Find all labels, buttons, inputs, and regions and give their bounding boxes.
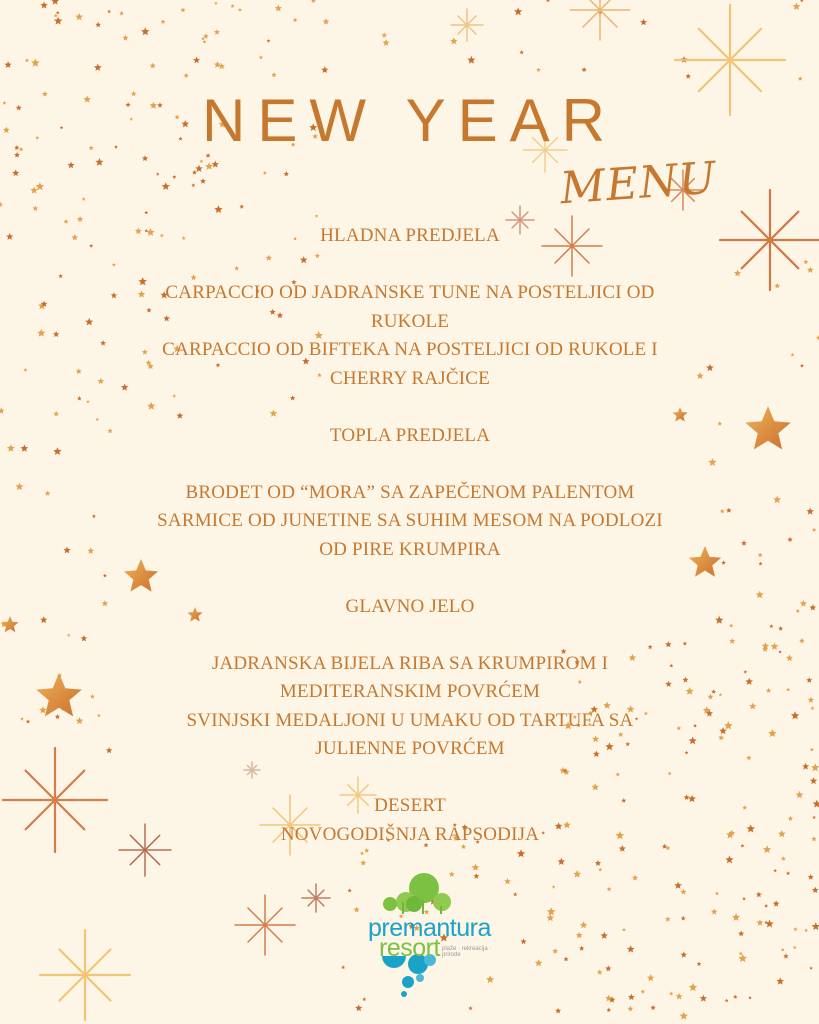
confetti-star: [172, 175, 176, 179]
confetti-star: [787, 537, 793, 542]
confetti-star: [768, 729, 776, 737]
confetti-star: [98, 378, 105, 384]
sparkle-burst: [720, 190, 819, 290]
confetti-star: [54, 17, 63, 25]
confetti-star: [26, 719, 30, 723]
section-heading-main: GLAVNO JELO: [345, 595, 475, 617]
confetti-star: [56, 11, 60, 15]
confetti-star: [812, 922, 819, 930]
confetti-star: [807, 267, 814, 273]
confetti-star: [150, 63, 156, 69]
confetti-star: [535, 959, 543, 966]
confetti-star: [810, 748, 814, 752]
confetti-star: [598, 868, 602, 872]
confetti-star: [800, 600, 807, 607]
confetti-star: [806, 677, 812, 683]
logo-word-premantura: premantura: [368, 914, 491, 942]
sparkle-burst: [40, 930, 130, 1020]
confetti-star: [94, 64, 102, 71]
confetti-star: [195, 165, 203, 172]
confetti-star: [607, 887, 612, 892]
confetti-star: [200, 178, 206, 184]
confetti-star: [67, 633, 71, 636]
confetti-star: [724, 721, 733, 729]
confetti-star: [64, 219, 69, 224]
confetti-star: [764, 904, 768, 908]
menu-list: [110, 222, 710, 849]
confetti-star: [742, 805, 747, 810]
confetti-star: [89, 244, 93, 248]
section-heading-cold: HLADNA PREDJELA: [320, 225, 500, 246]
confetti-star: [341, 965, 345, 969]
confetti-star: [739, 952, 743, 956]
confetti-star: [76, 368, 82, 374]
confetti-star: [719, 727, 727, 734]
confetti-star: [24, 368, 28, 372]
confetti-star: [674, 882, 682, 889]
confetti-star: [72, 234, 79, 240]
menu-subtitle: MENU: [558, 152, 719, 215]
confetti-star: [720, 509, 725, 514]
confetti-star: [536, 68, 541, 72]
confetti-star: [681, 916, 686, 921]
confetti-star: [122, 35, 128, 41]
confetti-star: [650, 1005, 655, 1010]
sparkle-burst: [451, 9, 483, 41]
confetti-star: [348, 888, 352, 892]
large-star: [1, 616, 18, 632]
section-heading-warm: TOPLA PREDJELA: [329, 424, 491, 446]
confetti-star: [689, 983, 698, 991]
confetti-star: [791, 711, 799, 719]
confetti-star: [773, 869, 777, 872]
confetti-star: [360, 860, 366, 866]
confetti-star: [156, 172, 160, 175]
confetti-star: [729, 638, 735, 644]
confetti-star: [786, 688, 790, 692]
confetti-star: [558, 858, 566, 865]
confetti-star: [564, 957, 569, 962]
confetti-star: [100, 340, 106, 346]
confetti-star: [773, 900, 780, 906]
confetti-star: [719, 693, 723, 696]
confetti-star: [597, 969, 603, 975]
confetti-star: [746, 755, 751, 760]
confetti-star: [680, 889, 686, 895]
confetti-star: [555, 1008, 561, 1014]
confetti-star: [33, 206, 39, 211]
confetti-star: [517, 849, 526, 857]
menu-item: SVINJSKI MEDALJONI U UMAKU OD TARTUFA SA: [186, 709, 634, 731]
confetti-star: [798, 76, 803, 81]
menu-item: SARMICE OD JUNETINE SA SUHIM MESOM NA PODLOZI: [157, 510, 663, 531]
menu-item: CHERRY RAJČICE: [330, 367, 490, 389]
confetti-star: [119, 11, 124, 16]
confetti-star: [467, 56, 475, 64]
confetti-star: [58, 274, 63, 279]
confetti-star: [77, 216, 83, 222]
confetti-star: [800, 0, 804, 2]
confetti-star: [284, 171, 290, 176]
confetti-star: [504, 878, 511, 884]
menu-item: OD PIRE KRUMPIRA: [319, 538, 501, 560]
confetti-star: [514, 7, 522, 15]
confetti-star: [808, 697, 814, 703]
large-star: [745, 406, 791, 449]
confetti-star: [81, 635, 88, 641]
confetti-star: [766, 688, 771, 693]
confetti-star: [95, 158, 103, 166]
confetti-star: [311, 0, 316, 3]
confetti-star: [141, 27, 150, 35]
confetti-star: [669, 991, 673, 995]
confetti-star: [811, 763, 819, 771]
confetti-star: [86, 400, 89, 403]
confetti-star: [39, 706, 47, 713]
logo-tagline: plaže · rekreacija · prirode: [442, 946, 492, 958]
confetti-star: [803, 259, 808, 264]
confetti-star: [749, 703, 756, 710]
confetti-star: [573, 870, 581, 878]
confetti-star: [40, 616, 47, 623]
confetti-star: [681, 951, 688, 957]
confetti-star: [808, 874, 814, 880]
confetti-star: [781, 856, 786, 861]
confetti-star: [786, 871, 790, 875]
confetti-star: [546, 0, 551, 2]
confetti-star: [103, 574, 107, 578]
confetti-star: [360, 851, 364, 855]
confetti-star: [756, 892, 762, 898]
confetti-star: [778, 650, 782, 653]
confetti-star: [25, 58, 29, 62]
confetti-star: [742, 897, 746, 901]
confetti-star: [812, 887, 819, 893]
confetti-star: [547, 914, 555, 921]
confetti-star: [214, 1, 218, 4]
confetti-star: [622, 928, 626, 932]
confetti-star: [214, 61, 221, 68]
confetti-star: [718, 735, 724, 741]
confetti-star: [685, 73, 691, 78]
confetti-star: [259, 55, 263, 59]
confetti-star: [144, 211, 148, 215]
confetti-star: [793, 946, 797, 950]
confetti-star: [53, 447, 61, 455]
menu-item: JULIENNE POVRĆEM: [315, 738, 505, 759]
confetti-star: [748, 996, 752, 999]
confetti-star: [796, 609, 800, 613]
confetti-star: [812, 816, 816, 819]
confetti-star: [37, 329, 45, 337]
confetti-star: [162, 182, 170, 190]
confetti-star: [230, 4, 234, 8]
confetti-star: [87, 547, 94, 554]
confetti-star: [813, 800, 819, 808]
confetti-star: [729, 624, 733, 628]
confetti-star: [552, 948, 558, 954]
confetti-star: [382, 32, 387, 37]
confetti-star: [0, 407, 5, 413]
confetti-star: [697, 962, 702, 967]
confetti-star: [700, 995, 707, 1002]
confetti-star: [267, 39, 271, 43]
confetti-star: [725, 999, 729, 1003]
confetti-star: [721, 560, 726, 564]
confetti-star: [605, 965, 611, 971]
menu-item: BRODET OD “MORA” SA ZAPEČENOM PALENTOM: [185, 481, 635, 503]
confetti-star: [711, 689, 716, 694]
confetti-star: [627, 945, 635, 952]
confetti-star: [641, 989, 645, 993]
menu-item: NOVOGODIŠNJA RAPSODIJA: [280, 823, 540, 845]
confetti-star: [63, 547, 70, 554]
confetti-star: [718, 421, 723, 425]
confetti-star: [212, 161, 219, 168]
confetti-star: [31, 58, 40, 66]
confetti-star: [800, 364, 804, 368]
confetti-star: [628, 994, 635, 1001]
confetti-star: [804, 928, 808, 932]
confetti-star: [776, 977, 784, 984]
confetti-star: [271, 72, 276, 77]
confetti-star: [193, 57, 200, 64]
confetti-star: [203, 33, 209, 38]
confetti-star: [0, 202, 3, 208]
confetti-star: [239, 204, 244, 209]
confetti-star: [201, 37, 205, 41]
confetti-star: [472, 864, 480, 871]
confetti-star: [732, 913, 740, 921]
confetti-star: [16, 483, 24, 491]
confetti-star: [715, 891, 719, 895]
menu-item: MEDITERANSKIM POVRĆEM: [279, 681, 541, 702]
confetti-star: [75, 13, 83, 20]
sparkle-burst: [302, 884, 330, 912]
confetti-star: [6, 233, 13, 240]
confetti-star: [383, 39, 390, 46]
confetti-star: [606, 1008, 611, 1013]
confetti-star: [810, 777, 817, 784]
confetti-star: [191, 183, 195, 187]
confetti-star: [45, 491, 51, 496]
confetti-star: [796, 791, 804, 798]
confetti-star: [513, 892, 517, 896]
confetti-star: [53, 411, 59, 417]
confetti-star: [758, 562, 762, 566]
confetti-star: [68, 162, 75, 169]
confetti-star: [640, 19, 647, 26]
confetti-star: [552, 885, 556, 889]
logo-word-resort: resort: [379, 934, 440, 962]
confetti-star: [20, 717, 24, 721]
confetti-star: [315, 214, 319, 217]
confetti-star: [205, 162, 213, 170]
confetti-star: [214, 29, 220, 35]
resort-logo: [362, 872, 502, 1002]
confetti-star: [579, 946, 584, 951]
confetti-star: [756, 919, 763, 926]
confetti-star: [192, 170, 197, 175]
menu-item: CARPACCIO OD JADRANSKE TUNE NA POSTELJICI OD: [165, 282, 655, 303]
confetti-star: [30, 187, 38, 194]
confetti-star: [799, 638, 805, 643]
confetti-star: [354, 907, 360, 913]
confetti-star: [355, 1004, 362, 1011]
confetti-star: [711, 908, 718, 914]
confetti-star: [811, 836, 816, 841]
confetti-star: [97, 714, 101, 718]
confetti-star: [102, 600, 109, 606]
confetti-star: [778, 830, 786, 837]
confetti-star: [778, 626, 783, 631]
confetti-star: [161, 19, 166, 24]
confetti-star: [734, 270, 741, 277]
confetti-star: [180, 7, 185, 12]
confetti-star: [806, 508, 814, 515]
confetti-star: [184, 73, 189, 78]
confetti-star: [82, 197, 86, 201]
confetti-star: [238, 8, 242, 12]
confetti-star: [547, 907, 556, 915]
confetti-star: [802, 763, 809, 770]
confetti-star: [321, 66, 328, 73]
confetti-star: [763, 845, 771, 853]
confetti-star: [810, 604, 817, 610]
menu-item: CARPACCIO OD BIFTEKA NA POSTELJICI OD RUKOLE I: [162, 339, 658, 360]
confetti-star: [771, 643, 779, 650]
confetti-star: [793, 927, 797, 931]
confetti-star: [733, 995, 737, 999]
confetti-star: [519, 50, 524, 54]
confetti-star: [55, 714, 60, 719]
confetti-star: [92, 514, 96, 518]
confetti-star: [743, 670, 747, 674]
menu-item: RUKOLE: [370, 310, 450, 332]
confetti-star: [450, 37, 458, 44]
confetti-star: [758, 553, 763, 558]
confetti-star: [90, 694, 95, 699]
confetti-star: [76, 717, 84, 724]
confetti-star: [773, 496, 781, 504]
sparkle-burst: [3, 748, 107, 852]
confetti-star: [53, 331, 60, 337]
confetti-star: [809, 966, 812, 969]
confetti-star: [791, 353, 795, 357]
confetti-star: [142, 155, 148, 161]
confetti-star: [812, 528, 817, 532]
confetti-star: [468, 1006, 472, 1010]
confetti-star: [323, 18, 330, 24]
sparkle-burst: [235, 895, 295, 955]
confetti-star: [107, 10, 111, 14]
confetti-star: [715, 616, 724, 624]
confetti-star: [51, 0, 59, 5]
confetti-star: [21, 444, 29, 451]
confetti-star: [293, 18, 298, 23]
confetti-star: [810, 706, 814, 710]
confetti-star: [5, 61, 12, 68]
confetti-star: [665, 916, 671, 921]
confetti-star: [769, 624, 773, 628]
confetti-star: [12, 169, 19, 176]
confetti-star: [521, 938, 527, 944]
confetti-star: [580, 921, 587, 928]
confetti-star: [747, 824, 756, 832]
confetti-star: [275, 5, 282, 12]
confetti-star: [263, 171, 267, 175]
confetti-star: [7, 444, 15, 452]
confetti-star: [95, 22, 101, 28]
confetti-star: [680, 1012, 688, 1020]
confetti-star: [756, 591, 764, 599]
confetti-star: [628, 1006, 634, 1012]
confetti-star: [203, 40, 207, 44]
confetti-star: [214, 205, 222, 213]
confetti-star: [601, 932, 609, 939]
confetti-star: [781, 948, 785, 952]
confetti-star: [786, 654, 793, 661]
confetti-star: [741, 844, 745, 848]
section-heading-dessert: DESERT: [374, 795, 446, 816]
confetti-star: [788, 816, 793, 821]
confetti-star: [726, 508, 732, 513]
confetti-star: [741, 540, 747, 546]
sparkle-burst: [570, 0, 630, 40]
confetti-star: [582, 67, 587, 72]
confetti-star: [85, 318, 93, 326]
confetti-star: [36, 182, 45, 190]
confetti-star: [40, 2, 47, 9]
confetti-star: [576, 932, 583, 939]
confetti-star: [738, 931, 744, 937]
confetti-star: [783, 953, 789, 958]
page-title: NEW YEAR: [202, 87, 617, 154]
confetti-star: [595, 860, 601, 866]
confetti-star: [632, 875, 638, 881]
confetti-star: [676, 993, 683, 1000]
confetti-star: [647, 974, 654, 981]
confetti-star: [793, 3, 801, 11]
menu-item: JADRANSKA BIJELA RIBA SA KRUMPIROM I: [211, 652, 609, 674]
confetti-star: [725, 855, 733, 863]
confetti-star: [77, 396, 82, 401]
confetti-star: [745, 678, 753, 685]
confetti-star: [95, 418, 99, 421]
confetti-star: [774, 283, 780, 289]
confetti-star: [199, 159, 203, 163]
